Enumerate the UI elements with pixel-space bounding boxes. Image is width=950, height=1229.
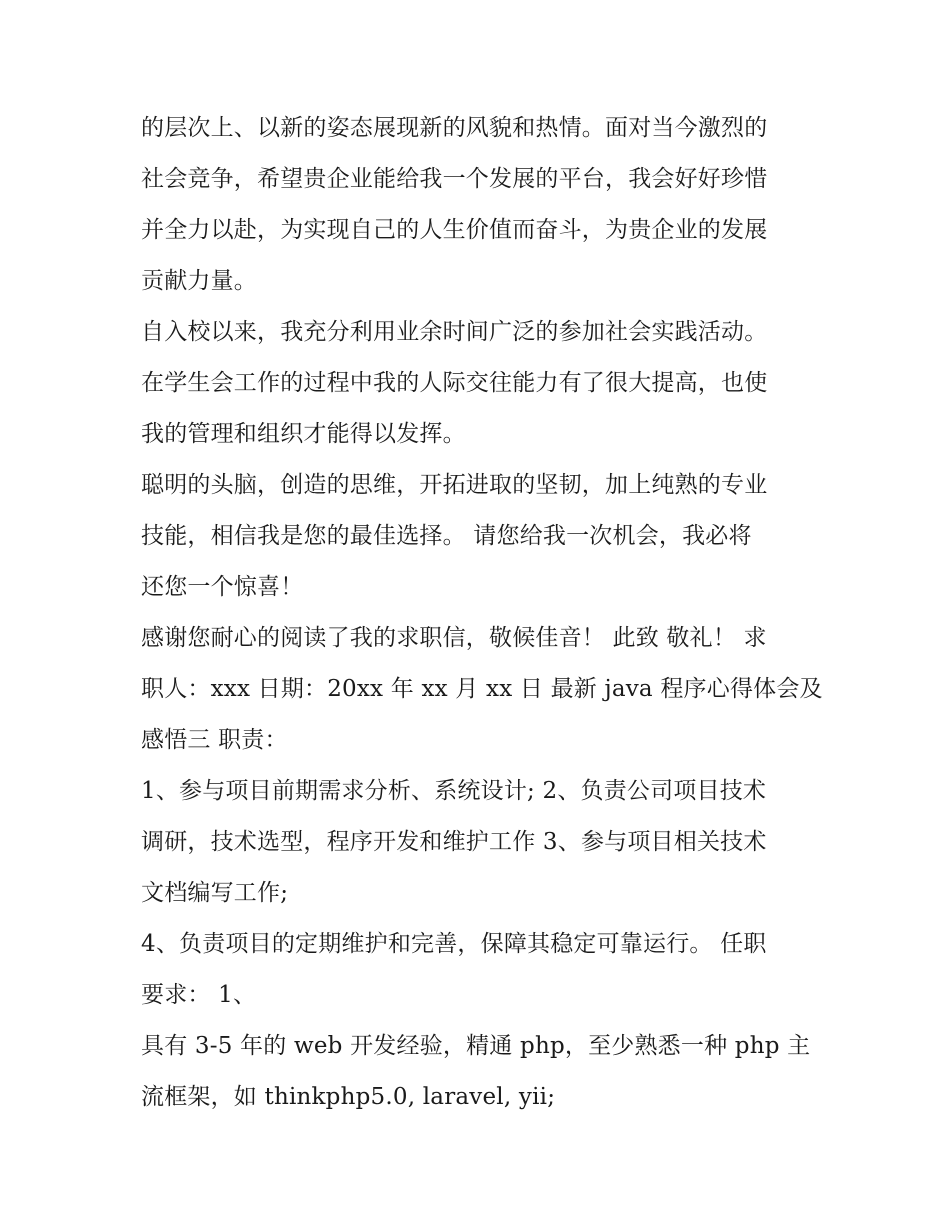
paragraph-requirements: [141, 1021, 821, 1123]
text-line: 还您一个惊喜！: [141, 574, 304, 600]
text-line: 调研，技术选型，程序开发和维护工作 3、参与项目相关技术: [141, 829, 767, 855]
text-line: 职人：xxx 日期：20xx 年 xx 月 xx 日 最新 java 程序心得体会及: [141, 676, 823, 702]
text-line: 在学生会工作的过程中我的人际交往能力有了很大提高，也使: [141, 370, 768, 396]
text-line: 1、参与项目前期需求分析、系统设计; 2、负责公司项目技术: [141, 778, 767, 804]
text-line: 并全力以赴，为实现自己的人生价值而奋斗，为贵企业的发展: [141, 217, 768, 243]
text-line: 社会竞争，希望贵企业能给我一个发展的平台，我会好好珍惜: [141, 166, 768, 192]
text-line: 贡献力量。: [141, 268, 257, 294]
text-line: 我的管理和组织才能得以发挥。: [141, 421, 466, 447]
text-line: 4、负责项目的定期维护和完善，保障其稳定可靠运行。 任职: [141, 931, 767, 957]
text-line: 技能，相信我是您的最佳选择。 请您给我一次机会，我必将: [141, 523, 752, 549]
paragraph-duties: [141, 766, 821, 919]
text-line: 具有 3-5 年的 web 开发经验，精通 php，至少熟悉一种 php 主: [141, 1033, 811, 1059]
document-body: [141, 103, 821, 1123]
text-line: 感谢您耐心的阅读了我的求职信，敬候佳音！ 此致 敬礼！ 求: [141, 625, 767, 651]
paragraph-aspiration: [141, 103, 821, 307]
text-line: 要求： 1、: [141, 982, 257, 1008]
text-line: 流框架，如 thinkphp5.0, laravel, yii;: [141, 1084, 556, 1110]
text-line: 文档编写工作;: [141, 880, 289, 906]
text-line: 自入校以来，我充分利用业余时间广泛的参加社会实践活动。: [141, 319, 768, 345]
text-line: 聪明的头脑，创造的思维，开拓进取的坚韧，加上纯熟的专业: [141, 472, 768, 498]
text-line: 感悟三 职责：: [141, 727, 288, 753]
text-line: 的层次上、以新的姿态展现新的风貌和热情。面对当今激烈的: [141, 115, 768, 141]
paragraph-self-recommendation: [141, 460, 821, 613]
paragraph-closing: [141, 613, 821, 766]
paragraph-maintenance: [141, 919, 821, 1021]
paragraph-school-activities: [141, 307, 821, 460]
